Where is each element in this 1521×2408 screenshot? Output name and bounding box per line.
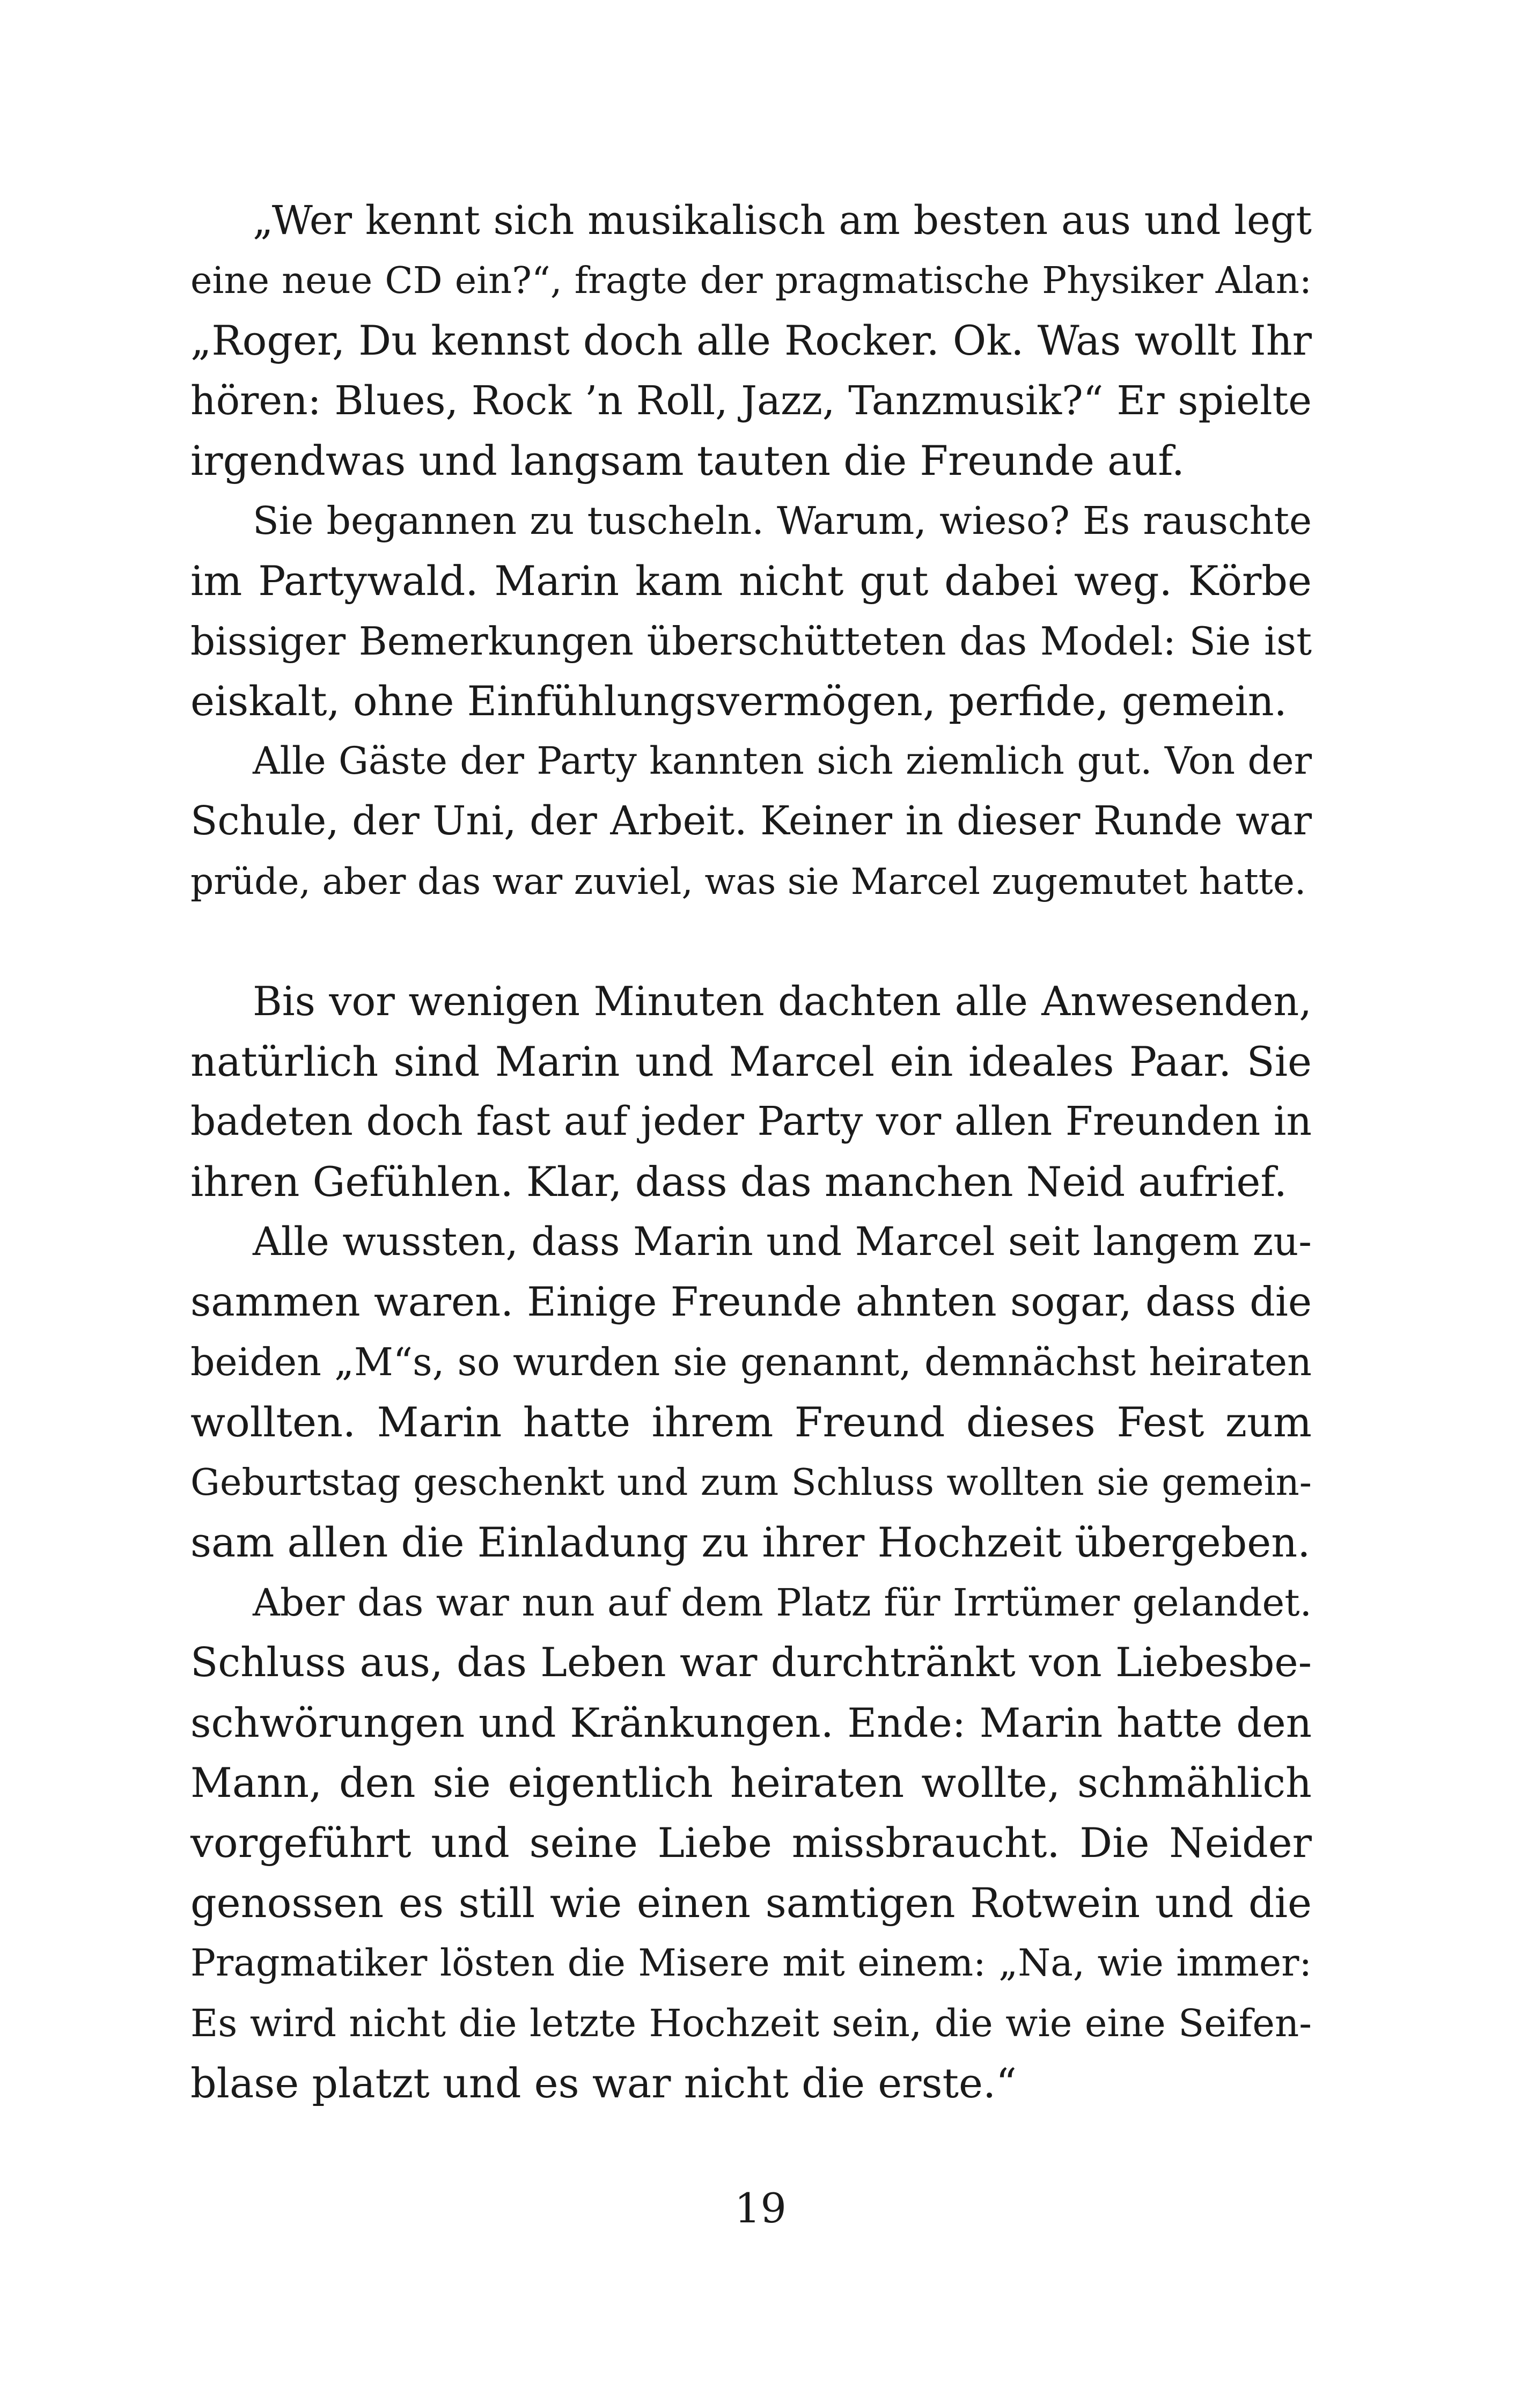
text-line: Aber das war nun auf dem Platz für Irrtümer gelandet.: [253, 1581, 1312, 1625]
text-line: Bis vor wenigen Minuten dachten alle Anwesenden,: [253, 978, 1312, 1025]
text-line: hören: Blues, Rock ’n Roll, Jazz, Tanzmusik?“ Er spielte: [190, 378, 1312, 424]
text-line: Alle Gäste der Party kannten sich ziemlich gut. Von der: [253, 739, 1312, 783]
page-number: 19: [734, 2184, 787, 2232]
text-line: badeten doch fast auf jeder Party vor allen Freunden in: [190, 1099, 1312, 1144]
text-line: Geburtstag geschenkt und zum Schluss wollten sie gemein-: [190, 1461, 1312, 1504]
text-line: ihren Gefühlen. Klar, dass das manchen Neid aufrief.: [190, 1158, 1287, 1206]
section-break: [190, 912, 1312, 972]
text-line: Schule, der Uni, der Arbeit. Keiner in dieser Runde war: [190, 798, 1312, 844]
text-line: Alle wussten, dass Marin und Marcel seit langem zu-: [253, 1219, 1312, 1265]
text-line: prüde, aber das war zuviel, was sie Marcel zugemutet hatte.: [190, 860, 1306, 902]
text-line: Mann, den sie eigentlich heiraten wollte, schmählich: [190, 1759, 1312, 1807]
paragraph-3: [190, 731, 1312, 912]
text-line: irgendwas und langsam tauten die Freunde auf.: [190, 437, 1185, 484]
text-line: „Roger, Du kennst doch alle Rocker. Ok. Was wollt Ihr: [190, 317, 1312, 364]
body-text: [190, 190, 1312, 2113]
text-line: schwörungen und Kränkungen. Ende: Marin hatte den: [190, 1699, 1312, 1746]
text-line: genossen es still wie einen samtigen Rotwein und die: [190, 1879, 1312, 1927]
text-line: im Partywald. Marin kam nicht gut dabei weg. Körbe: [190, 557, 1312, 605]
text-line: Schluss aus, das Leben war durchtränkt von Liebesbe-: [190, 1639, 1312, 1686]
text-line: Pragmatiker lösten die Misere mit einem: „Na, wie immer:: [190, 1941, 1312, 1985]
text-line: Sie begannen zu tuscheln. Warum, wieso? Es rauschte: [253, 498, 1312, 543]
paragraph-1: [190, 190, 1312, 491]
text-line: natürlich sind Marin und Marcel ein ideales Paar. Sie: [190, 1038, 1312, 1085]
text-line: eine neue CD ein?“, fragte der pragmatische Physiker Alan:: [190, 259, 1312, 302]
text-line: eiskalt, ohne Einfühlungsvermögen, perfide, gemein.: [190, 677, 1287, 725]
paragraph-4: [190, 972, 1312, 1212]
text-line: Es wird nicht die letzte Hochzeit sein, die wie eine Seifen-: [190, 2001, 1312, 2045]
text-line: beiden „M“s, so wurden sie genannt, demnächst heiraten: [190, 1340, 1312, 1384]
text-line: sam allen die Einladung zu ihrer Hochzeit übergeben.: [190, 1518, 1311, 1566]
text-line: sammen waren. Einige Freunde ahnten sogar, dass die: [190, 1279, 1312, 1325]
text-line: wollten. Marin hatte ihrem Freund dieses Fest zum: [190, 1398, 1312, 1446]
text-line: bissiger Bemerkungen überschütteten das Model: Sie ist: [190, 619, 1312, 664]
text-line: vorgeführt und seine Liebe missbraucht. Die Neider: [190, 1819, 1312, 1867]
paragraph-2: [190, 491, 1312, 731]
paragraph-6: [190, 1573, 1312, 2113]
text-line: blase platzt und es war nicht die erste.“: [190, 2059, 1017, 2107]
text-line: „Wer kennt sich musikalisch am besten aus und legt: [253, 197, 1312, 244]
paragraph-5: [190, 1212, 1312, 1573]
